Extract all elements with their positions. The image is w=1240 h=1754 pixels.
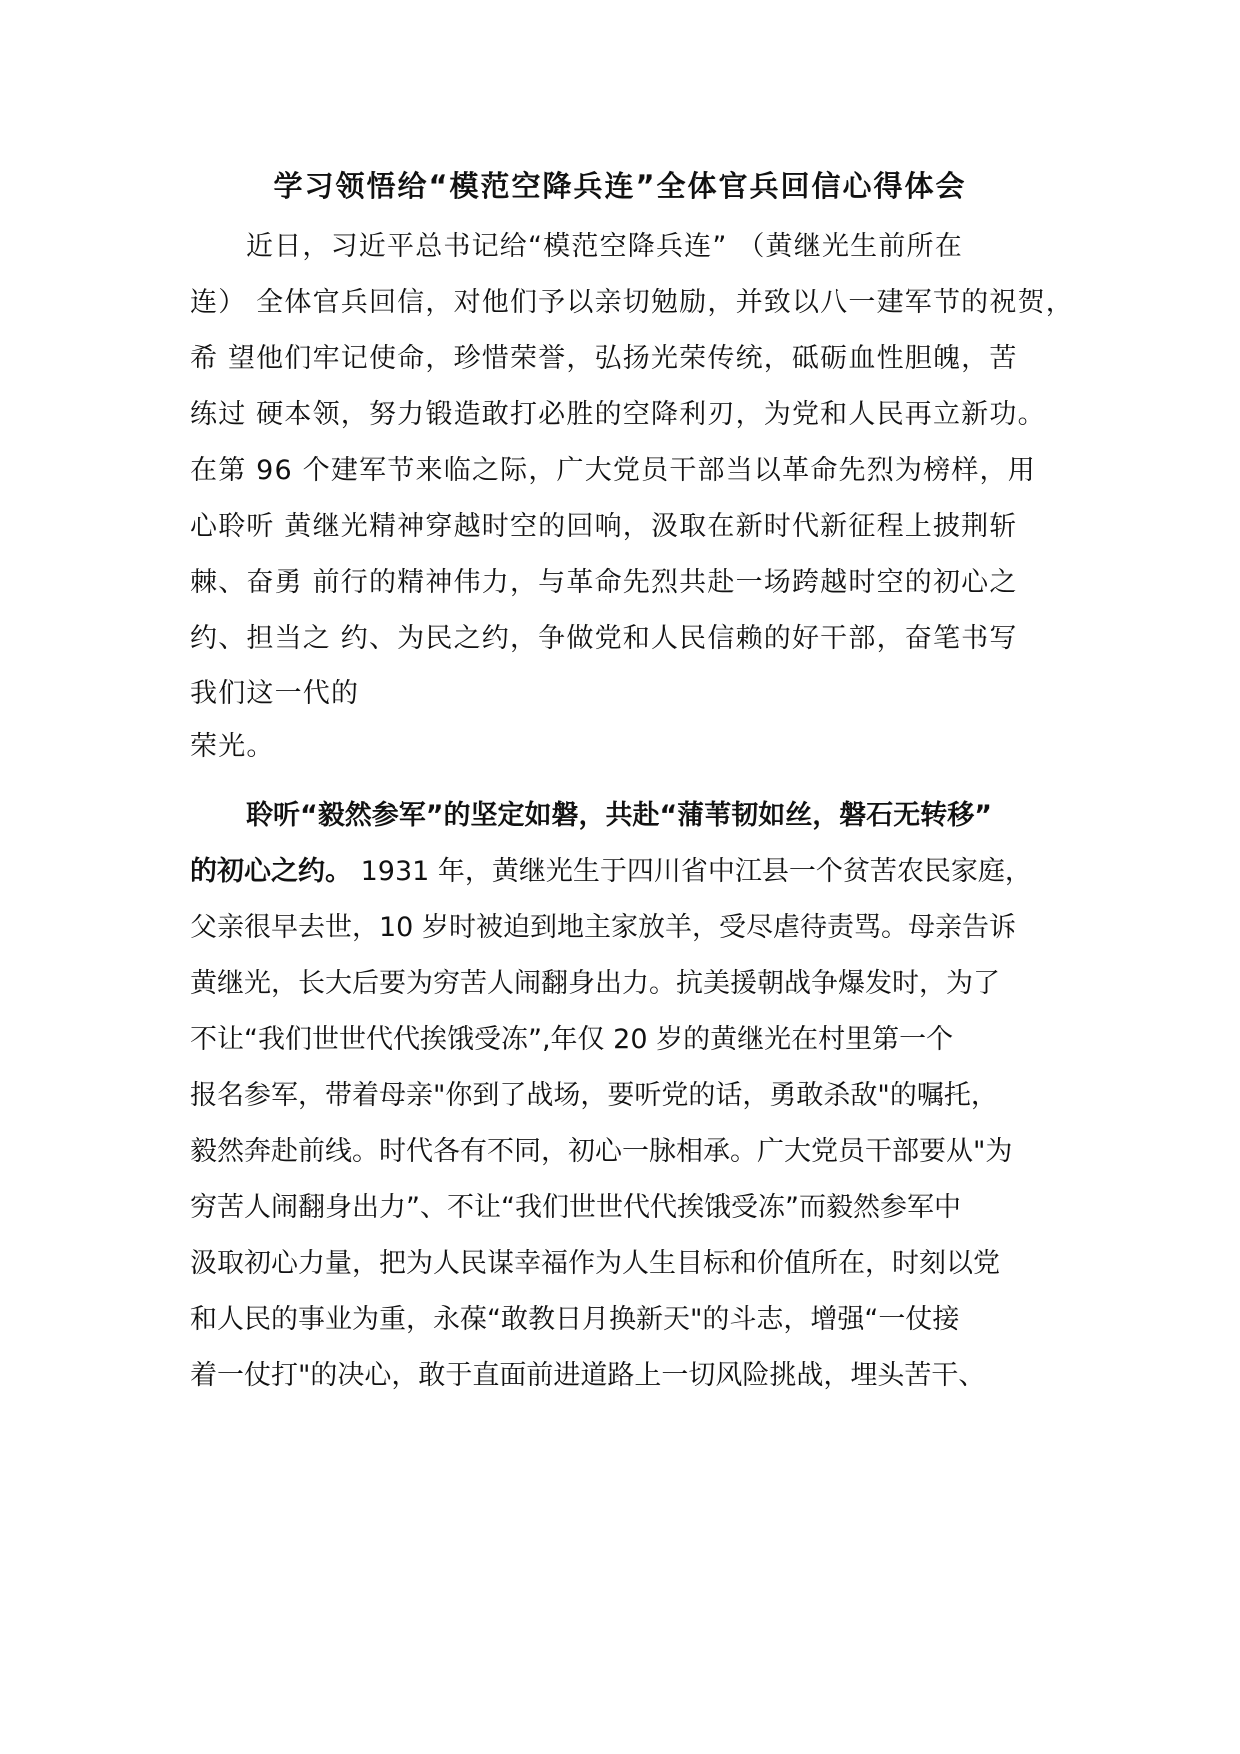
paragraph2-bold-heading-end: 的初心之约。 xyxy=(190,856,352,887)
paragraph1-line-5: 在第 96 个建军节来临之际，广大党员干部当以革命先烈为榜样，用 xyxy=(190,455,1036,486)
paragraph1-line-6: 心聆听 黄继光精神穿越时空的回响，汲取在新时代新征程上披荆斩 xyxy=(190,511,1018,542)
paragraph2-line-5: 不让“我们世世代代挨饿受冻”,年仅 20 岁的黄继光在村里第一个 xyxy=(190,1024,954,1055)
paragraph2-line-8: 穷苦人闹翻身出力”、不让“我们世世代代挨饿受冻”而毅然参军中 xyxy=(190,1192,961,1223)
paragraph2-heading-line-1 xyxy=(246,796,992,836)
paragraph2-line-4: 黄继光，长大后要为穷苦人闹翻身出力。抗美援朝战争爆发时，为了 xyxy=(190,968,1000,999)
paragraph1-line-8: 约、担当之 约、为民之约，争做党和人民信赖的好干部，奋笔书写 xyxy=(190,623,1018,654)
paragraph2-line-10: 和人民的事业为重，永葆“敢教日月换新天"的斗志，增强“一仗接 xyxy=(190,1304,960,1335)
document-title: 学习领悟给“模范空降兵连”全体官兵回信心得体会 xyxy=(273,169,967,203)
paragraph1-line-9: 我们这一代的 xyxy=(190,678,360,709)
paragraph1-line-7: 棘、奋勇 前行的精神伟力，与革命先烈共赴一场跨越时空的初心之 xyxy=(190,567,1018,598)
paragraph2-line-11: 着一仗打"的决心，敢于直面前进道路上一切风险挑战，埋头苦干、 xyxy=(190,1360,986,1391)
paragraph2-line-9: 汲取初心力量，把为人民谋幸福作为人生目标和价值所在，时刻以党 xyxy=(190,1248,1000,1279)
paragraph1-line-1: 近日，习近平总书记给“模范空降兵连” （黄继光生前所在 xyxy=(246,231,963,262)
paragraph1-line-3: 希 望他们牢记使命，珍惜荣誉，弘扬光荣传统，砥砺血性胆魄，苦 xyxy=(190,343,1018,374)
paragraph2-line-2-text: 1931 年，黄继光生于四川省中江县一个贫苦农民家庭， xyxy=(352,856,1032,887)
paragraph1-line-2: 连） 全体官兵回信，对他们予以亲切勉励，并致以八一建军节的祝贺， xyxy=(190,287,1074,318)
paragraph1-line-4: 练过 硬本领，努力锻造敢打必胜的空降利刃，为党和人民再立新功。 xyxy=(190,399,1046,430)
paragraph1-line-10: 荣光。 xyxy=(190,731,275,762)
paragraph2-line-3: 父亲很早去世，10 岁时被迫到地主家放羊，受尽虐待责骂。母亲告诉 xyxy=(190,912,1016,943)
paragraph2-bold-heading: 聆听“毅然参军”的坚定如磐，共赴“蒲苇韧如丝，磐石无转移” xyxy=(246,800,992,831)
paragraph2-line-6: 报名参军，带着母亲"你到了战场，要听党的话，勇敢杀敌"的嘱托， xyxy=(190,1080,998,1111)
paragraph2-line-2 xyxy=(190,852,1032,892)
paragraph2-line-7: 毅然奔赴前线。时代各有不同，初心一脉相承。广大党员干部要从"为 xyxy=(190,1136,1013,1167)
